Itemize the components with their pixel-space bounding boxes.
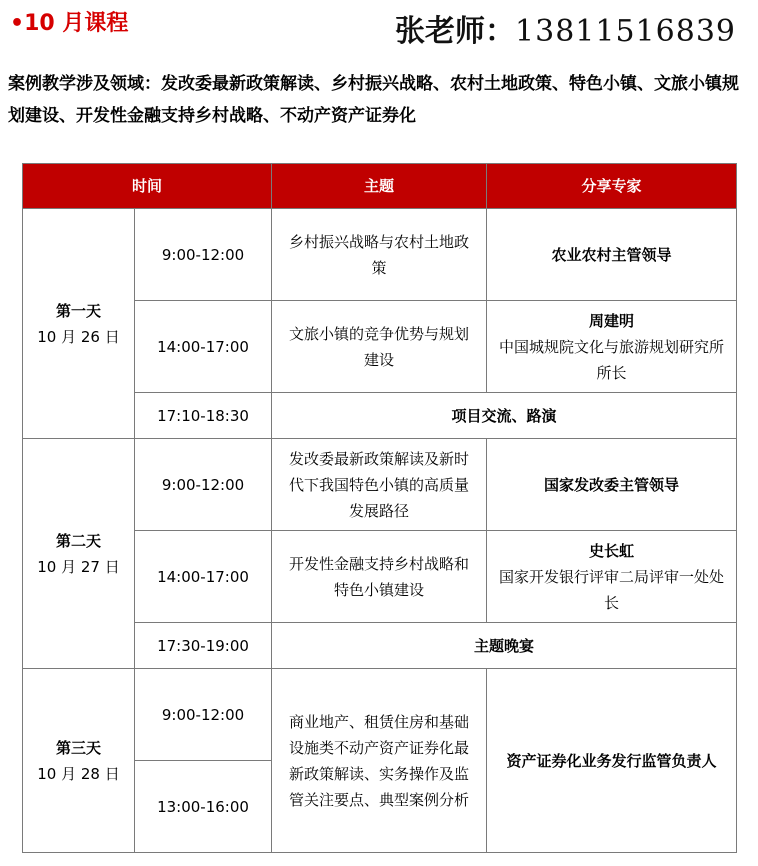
session-topic: 乡村振兴战略与农村土地政策 [272, 209, 487, 301]
day-name: 第三天 [55, 738, 101, 757]
bullet-icon: • [10, 11, 25, 36]
session-topic: 文旅小镇的竞争优势与规划建设 [272, 301, 487, 393]
session-topic: 项目交流、路演 [272, 393, 737, 439]
session-topic: 发改委最新政策解读及新时代下我国特色小镇的高质量发展路径 [272, 439, 487, 531]
table-row [23, 209, 737, 301]
domains-text: 案例教学涉及领域：发改委最新政策解读、乡村振兴战略、农村土地政策、特色小镇、文旅小镇规划建设、开发性金融支持乡村战略、不动产资产证券化 [8, 74, 739, 126]
course-title: 10 月课程 [24, 11, 129, 36]
session-time: 9:00-12:00 [135, 209, 272, 301]
day-date: 10 月 28 日 [37, 764, 120, 783]
session-time: 17:10-18:30 [135, 393, 272, 439]
session-expert: 国家发改委主管领导 [487, 439, 737, 531]
expert-name: 周建明 [589, 311, 635, 330]
session-topic: 主题晚宴 [272, 623, 737, 669]
day-cell [23, 439, 135, 669]
day-name: 第一天 [55, 301, 101, 320]
session-expert: 农业农村主管领导 [487, 209, 737, 301]
session-time: 9:00-12:00 [135, 669, 272, 761]
header-expert: 分享专家 [487, 164, 737, 209]
expert-title: 国家开发银行评审二局评审一处处长 [499, 567, 725, 612]
session-time: 9:00-12:00 [135, 439, 272, 531]
table-row [23, 669, 737, 761]
session-time: 13:00-16:00 [135, 761, 272, 853]
session-expert: 资产证券化业务发行监管负责人 [487, 669, 737, 853]
day-cell [23, 669, 135, 853]
session-time: 14:00-17:00 [135, 531, 272, 623]
header-time: 时间 [23, 164, 272, 209]
session-expert [487, 301, 737, 393]
session-topic: 开发性金融支持乡村战略和特色小镇建设 [272, 531, 487, 623]
session-topic: 商业地产、租赁住房和基础设施类不动产资产证券化最新政策解读、实务操作及监管关注要点、典型案例分析 [272, 669, 487, 853]
day-date: 10 月 27 日 [37, 557, 120, 576]
course-heading [10, 6, 128, 37]
table-row [23, 439, 737, 531]
schedule-table [22, 163, 737, 853]
table-header-row [23, 164, 737, 209]
expert-title: 中国城规院文化与旅游规划研究所所长 [499, 337, 725, 382]
session-time: 17:30-19:00 [135, 623, 272, 669]
session-time: 14:00-17:00 [135, 301, 272, 393]
header-topic: 主题 [272, 164, 487, 209]
expert-name: 史长虹 [589, 541, 635, 560]
contact-name: 张老师： [395, 14, 516, 49]
day-date: 10 月 26 日 [37, 327, 120, 346]
session-expert [487, 531, 737, 623]
contact-info [395, 6, 736, 50]
day-cell [23, 209, 135, 439]
contact-phone: 13811516839 [515, 14, 736, 49]
day-name: 第二天 [55, 531, 101, 550]
